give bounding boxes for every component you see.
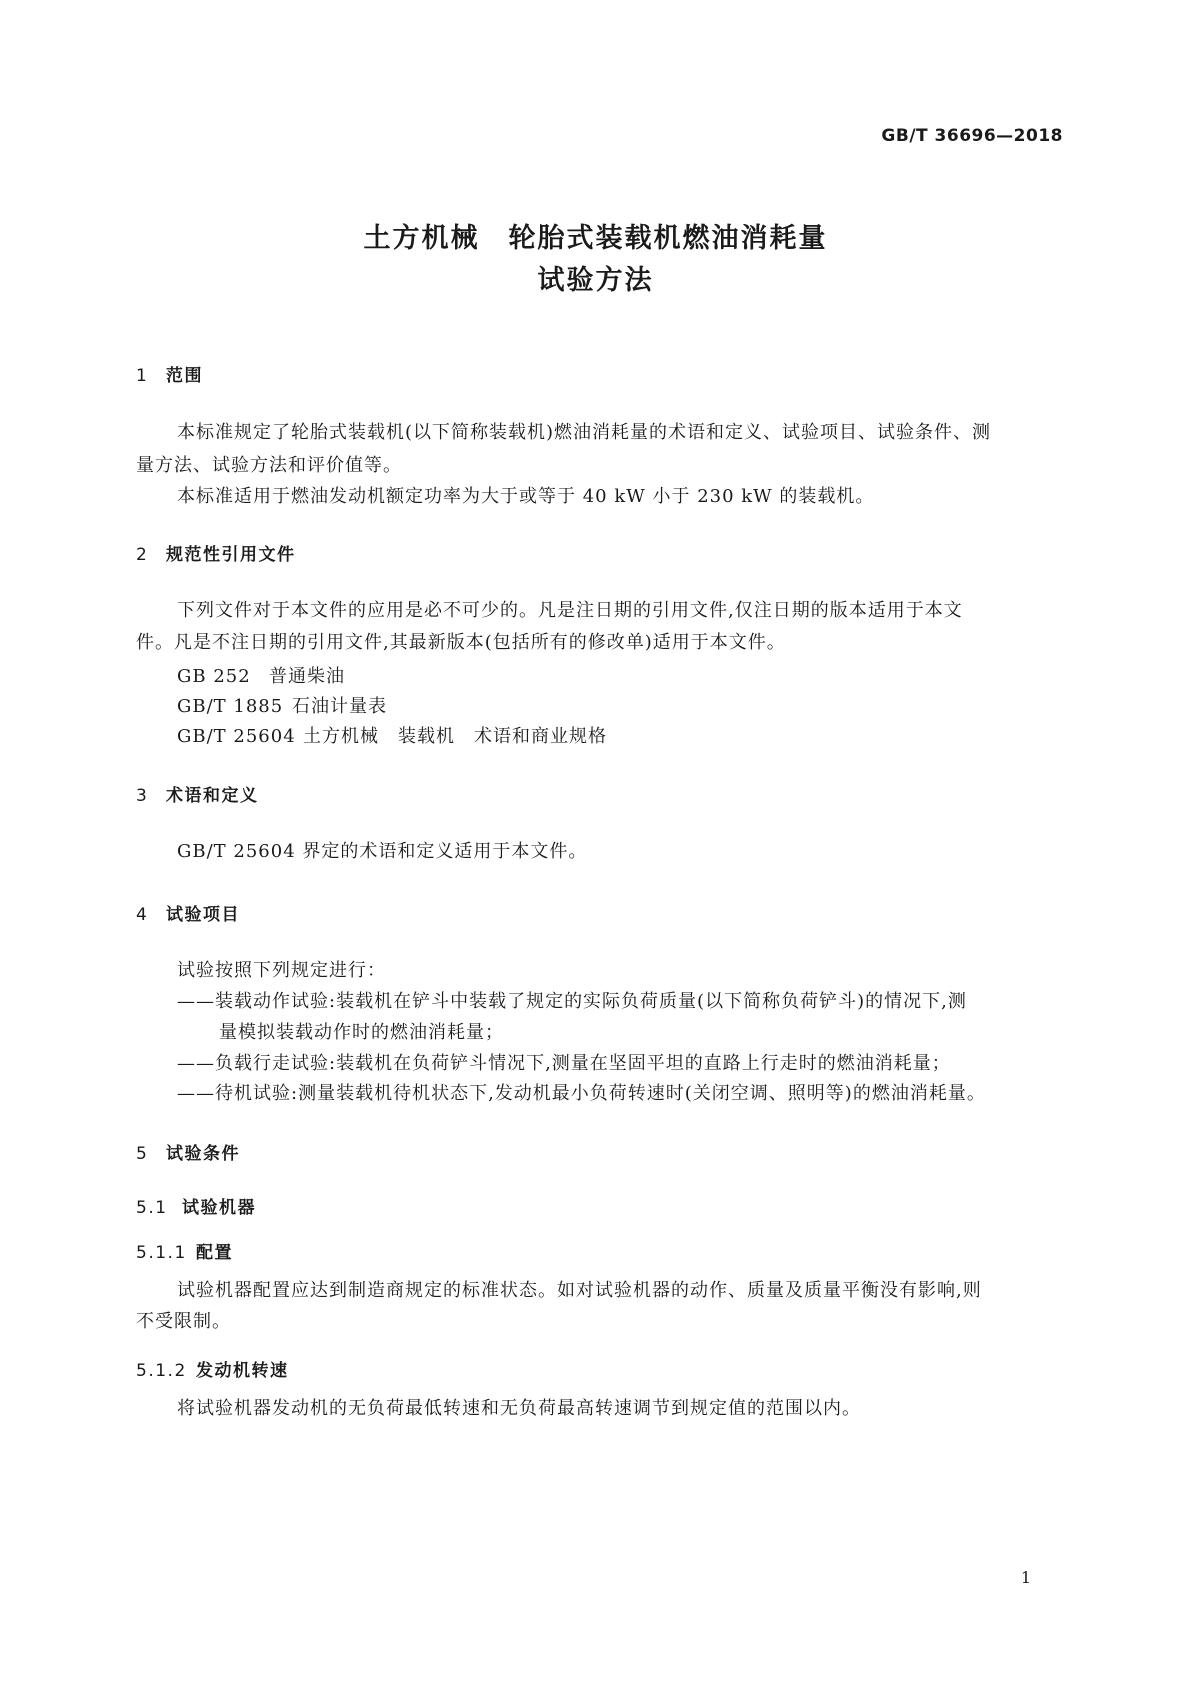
reference-name: 土方机械 装载机 术语和商业规格	[303, 726, 607, 747]
section-number: 1	[136, 366, 149, 386]
reference-name: 普通柴油	[269, 666, 345, 687]
section-2-paragraph-1-line-1: 下列文件对于本文件的应用是必不可少的。凡是注日期的引用文件,仅注日期的版本适用于本文	[177, 600, 963, 621]
section-number: 5.1	[136, 1198, 168, 1218]
section-title: 规范性引用文件	[166, 545, 296, 565]
list-item-1-line-1: ——装载动作试验:装载机在铲斗中装载了规定的实际负荷质量(以下简称负荷铲斗)的情况下,测	[177, 991, 967, 1012]
section-5-1-1-paragraph-line-2: 不受限制。	[136, 1311, 231, 1332]
section-4-intro: 试验按照下列规定进行：	[177, 960, 386, 981]
section-1-paragraph-1-line-1: 本标准规定了轮胎式装载机(以下简称装载机)燃油消耗量的术语和定义、试验项目、试验条件、测	[177, 422, 992, 443]
section-5-1-2-paragraph: 将试验机器发动机的无负荷最低转速和无负荷最高转速调节到规定值的范围以内。	[177, 1398, 861, 1419]
section-1-heading	[136, 361, 203, 386]
section-number: 5.1.1	[136, 1243, 187, 1263]
document-title-line-2: 试验方法	[537, 265, 654, 296]
reference-name: 石油计量表	[292, 696, 387, 717]
section-5-1-2-heading	[136, 1356, 289, 1381]
document-title-line-1: 土方机械 轮胎式装载机燃油消耗量	[363, 223, 828, 254]
list-item-2: ——负载行走试验:装载机在负荷铲斗情况下,测量在坚固平坦的直路上行走时的燃油消耗量；	[177, 1053, 951, 1074]
list-item-3: ——待机试验:测量装载机待机状态下,发动机最小负荷转速时(关闭空调、照明等)的燃油消耗量。	[177, 1083, 986, 1104]
section-number: 2	[136, 545, 149, 565]
page-number: 1	[1020, 1568, 1031, 1587]
section-title: 试验项目	[166, 905, 240, 925]
section-number: 3	[136, 786, 149, 806]
section-number: 5	[136, 1144, 149, 1164]
section-5-1-1-heading	[136, 1238, 233, 1263]
reference-item	[177, 722, 607, 748]
section-5-1-1-paragraph-line-1: 试验机器配置应达到制造商规定的标准状态。如对试验机器的动作、质量及质量平衡没有影响,则	[177, 1280, 982, 1301]
section-title: 发动机转速	[196, 1361, 289, 1381]
section-4-heading	[136, 900, 240, 925]
section-number: 5.1.2	[136, 1361, 187, 1381]
section-2-heading	[136, 540, 296, 565]
section-title: 范围	[166, 366, 203, 386]
section-2-paragraph-1-line-2: 件。凡是不注日期的引用文件,其最新版本(包括所有的修改单)适用于本文件。	[136, 632, 786, 653]
section-1-paragraph-2: 本标准适用于燃油发动机额定功率为大于或等于 40 kW 小于 230 kW 的装载机。	[177, 486, 875, 507]
section-5-heading	[136, 1139, 240, 1164]
section-1-paragraph-1-line-2: 量方法、试验方法和评价值等。	[136, 455, 402, 476]
reference-code: GB 252	[177, 666, 251, 687]
reference-item	[177, 662, 345, 688]
section-5-1-heading	[136, 1193, 256, 1218]
section-title: 术语和定义	[166, 786, 259, 806]
list-item-1-line-2: 量模拟装载动作时的燃油消耗量；	[219, 1022, 504, 1043]
reference-code: GB/T 25604	[177, 726, 296, 747]
section-title: 试验机器	[182, 1198, 256, 1218]
reference-code: GB/T 1885	[177, 696, 284, 717]
section-title: 试验条件	[166, 1144, 240, 1164]
reference-item	[177, 692, 387, 718]
standard-code: GB/T 36696—2018	[881, 126, 1063, 146]
section-3-heading	[136, 781, 259, 806]
section-title: 配置	[196, 1243, 233, 1263]
section-3-paragraph-1: GB/T 25604 界定的术语和定义适用于本文件。	[177, 841, 588, 862]
section-number: 4	[136, 905, 149, 925]
